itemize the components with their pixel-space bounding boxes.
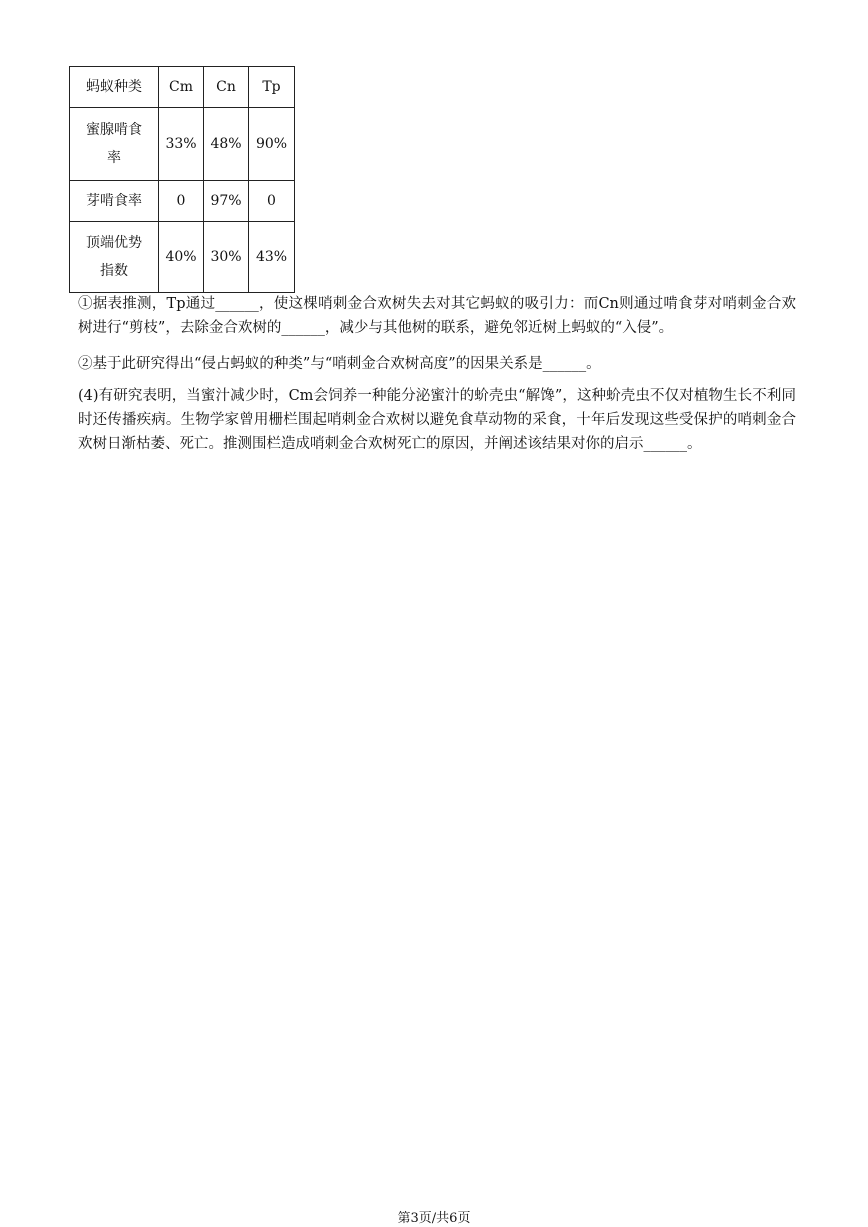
table-cell: 90% <box>249 108 295 181</box>
table-row <box>70 181 295 222</box>
table-cell: 蚂蚁种类 <box>70 67 159 108</box>
page-number: 第3页/共6页 <box>397 1211 471 1226</box>
question-paragraph-2: ②基于此研究得出“侵占蚂蚁的种类”与“哨刺金合欢树高度”的因果关系是______。 <box>78 356 601 372</box>
table-cell: 30% <box>204 222 249 293</box>
table-cell: 芽啃食率 <box>70 181 159 222</box>
table-cell: 97% <box>204 181 249 222</box>
question-paragraph-1: ①据表推测，Tp通过______，使这棵哨刺金合欢树失去对其它蚂蚁的吸引力：而Cn则通过啃食芽对哨刺金合欢树进行“剪枝”，去除金合欢树的______，减少与其他树的联系，避免邻近树上蚂蚁的“入侵”。 <box>78 296 796 336</box>
table-cell: 33% <box>159 108 204 181</box>
table-cell: Cm <box>159 67 204 108</box>
table-cell: 48% <box>204 108 249 181</box>
table-cell: 顶端优势指数 <box>70 222 159 293</box>
ant-data-table <box>69 66 295 293</box>
question-paragraph-4: (4)有研究表明，当蜜汁减少时，Cm会饲养一种能分泌蜜汁的蚧壳虫“解馋”，这种蚧壳虫不仅对植物生长不利同时还传播疾病。生物学家曾用栅栏围起哨刺金合欢树以避免食草动物的采食，十年后发现这些受保护的哨刺金合欢树日渐枯萎、死亡。推测围栏造成哨刺金合欢树死亡的原因，并阐述该结果对你的启示______。 <box>78 388 796 452</box>
table-cell: 40% <box>159 222 204 293</box>
table-cell: Cn <box>204 67 249 108</box>
table-row <box>70 108 295 181</box>
table-row <box>70 222 295 293</box>
table-cell: 43% <box>249 222 295 293</box>
table-cell: Tp <box>249 67 295 108</box>
table-cell: 0 <box>249 181 295 222</box>
table-cell: 0 <box>159 181 204 222</box>
table-row <box>70 67 295 108</box>
table-cell: 蜜腺啃食率 <box>70 108 159 181</box>
